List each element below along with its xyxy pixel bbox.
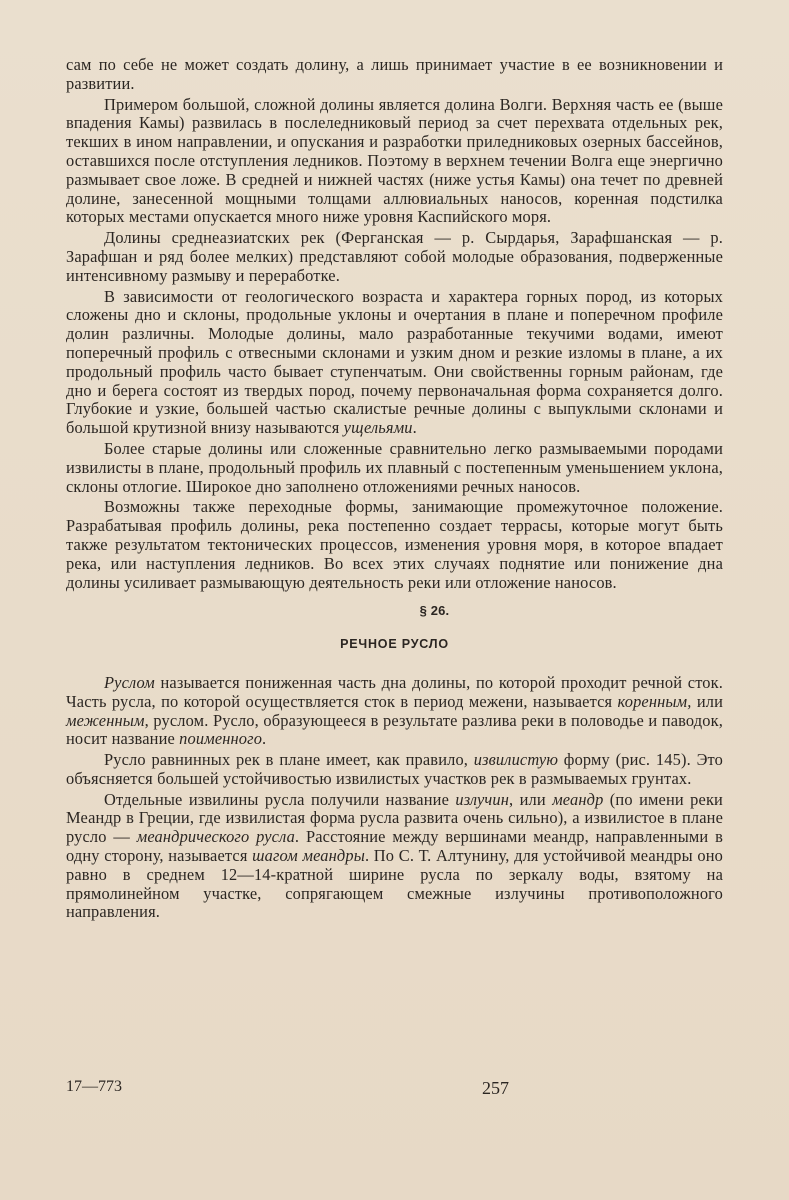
- text-run: форму (рис. 145). Это объясняется большей устойчивостью извилистых участков рек в размываемых грунтах.: [66, 750, 723, 788]
- section-title: РЕЧНОЕ РУСЛО: [340, 637, 449, 652]
- page-footer: [66, 1078, 723, 1100]
- text-run: Русло равнинных рек в плане имеет, как правило,: [104, 750, 474, 770]
- italic-term: Руслом: [104, 672, 155, 692]
- text-run: Возможны также переходные формы, занимающие промежуточное положение. Разрабатывая профиль долины, река постепенно создает террасы, которые могут быть также результатом тектонических процессов, изменения уровня моря, в которое впадает река, или наступления ледников. Во всех этих случаях поднятие или понижение дна долины усиливает размывающую деятельность реки или отложение наносов.: [66, 497, 723, 592]
- text-run: или: [691, 691, 723, 711]
- paragraph: [66, 498, 723, 592]
- paragraphs-before-section: [66, 56, 723, 592]
- text-run: . Расстояние между вершинами меандр, направленными в одну сторону, называется: [66, 827, 723, 866]
- italic-term: поименного: [179, 729, 263, 749]
- text-run: (по имени реки Меандр в Греции, где извилистая форма русла развита очень сильно), а извилистое в плане русло —: [66, 789, 723, 847]
- italic-term: излучин: [455, 789, 509, 809]
- text-run: сам по себе не может создать долину, а лишь принимает участие в ее возникновении и развитии.: [66, 55, 723, 93]
- text-run: , руслом. Русло, образующееся в результате разлива реки в половодье и паводок, носит название: [66, 710, 723, 749]
- text-run: Примером большой, сложной долины является долина Волги. Верхняя часть ее (выше впадения Камы) развилась в послеледниковый период за счет перехвата отдельных рек, текших в ином направлении, и опускания и разработки приледниковых озерных бассейнов, оставшихся после отступления ледников. Поэтому в верхнем течении Волга еще энергично размывает свое ложе. В средней и нижней частях (ниже устья Камы) она течет по древней долине, занесенной мощными толщами аллювиальных наносов, коренная подстилка которых местами опускается много ниже уровня Каспийского моря.: [66, 94, 723, 227]
- text-run: называется пониженная часть дна долины, по которой проходит речной сток. Часть русла, по которой осуществляется сток в период межени, называется: [66, 672, 723, 711]
- text-run: Более старые долины или сложенные сравнительно легко размываемыми породами извилисты в плане, продольный профиль их плавный с постепенным уменьшением уклона, склоны отлогие. Широкое дно заполнено отложениями речных наносов.: [66, 438, 723, 496]
- section-number: § 26.: [419, 603, 450, 619]
- text-run: .: [412, 418, 417, 438]
- page-number: 257: [482, 1078, 509, 1098]
- italic-term: меандрического русла: [136, 827, 295, 847]
- body-text: [66, 56, 723, 922]
- italic-term: меженным: [66, 710, 145, 730]
- paragraph: [66, 288, 723, 438]
- text-run: Отдельные извилины русла получили название: [104, 789, 456, 809]
- text-run: В зависимости от геологического возраста и характера горных пород, из которых сложены дно и склоны, продольные уклоны и очертания в плане и поперечном профиле долин различны. Молодые долины, мало разработанные текучими водами, имеют поперечный профиль с отвесными склонами и узким дном и резкие изломы в плане, а их продольный профиль часто бывает ступенчатым. Они свойственны горным районам, где дно и берега состоят из твердых пород, почему первоначальная форма сохраняется долго. Глубокие и узкие, большей частью скалистые речные долины с выпуклыми склонами и большой крутизной внизу называются: [66, 286, 723, 438]
- printer-signature: 17—773: [66, 1078, 122, 1095]
- text-run: , или: [508, 789, 553, 809]
- paragraphs-after-section: [66, 674, 723, 922]
- text-run: Долины среднеазиатских рек (Ферганская — р. Сырдарья, Зарафшанская — р. Зарафшан и ряд более мелких) представляют собой молодые образования, подверженные интенсивному размыву и переработке.: [66, 228, 723, 285]
- text-run: .: [262, 729, 267, 749]
- text-run: . По С. Т. Алтунину, для устойчивой меандры оно равно в среднем 12—14-кратной ширине русла по зеркалу воды, взятому на прямолинейном участке, сопрягающем смежные излучины противоположного направления.: [66, 846, 723, 922]
- paragraph: [66, 751, 723, 789]
- italic-term: меандр: [552, 789, 604, 809]
- italic-term: ущельями: [343, 418, 413, 438]
- italic-term: шагом меандры: [252, 846, 365, 866]
- paragraph: [66, 229, 723, 285]
- paragraph: [66, 440, 723, 496]
- paragraph: [66, 791, 723, 923]
- paragraph: [66, 674, 723, 749]
- italic-term: извилистую: [473, 750, 559, 770]
- italic-term: коренным,: [617, 691, 692, 711]
- paragraph: [66, 56, 723, 94]
- paragraph: [66, 96, 723, 228]
